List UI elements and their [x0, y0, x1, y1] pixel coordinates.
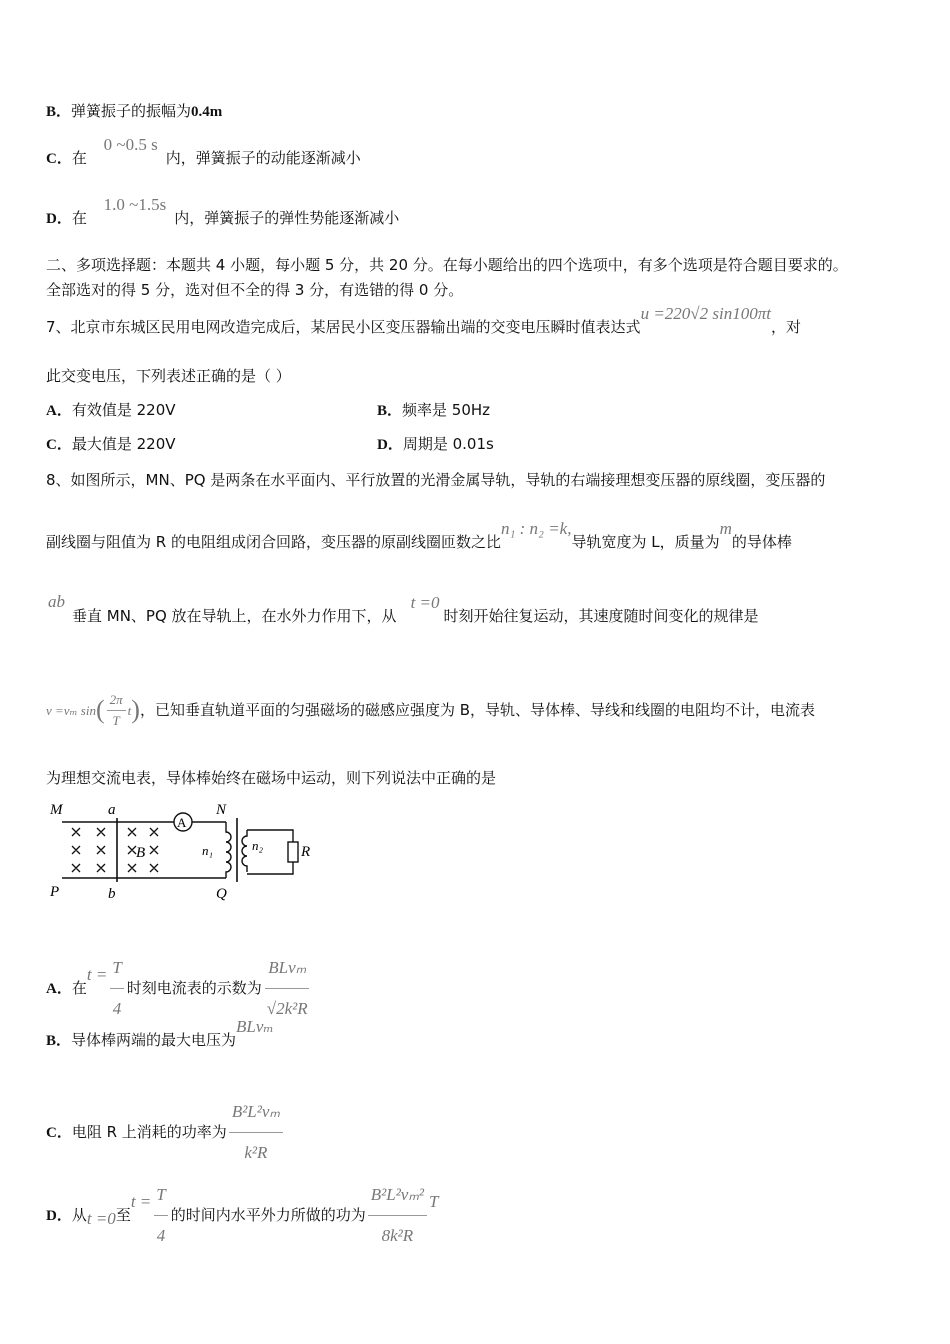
- q8-option-c: [46, 1092, 285, 1173]
- formula: t: [127, 703, 132, 718]
- label-Q: Q: [216, 886, 227, 902]
- rod-label: [48, 592, 65, 612]
- label-B: B: [136, 845, 146, 861]
- option-text: 时刻电流表的示数为: [126, 979, 262, 997]
- formula-fraction: [153, 1175, 168, 1256]
- numerator: BLvₘ: [265, 948, 309, 989]
- circuit-diagram: [44, 800, 314, 905]
- denominator: 4: [154, 1215, 169, 1256]
- q7-option-b: [377, 400, 490, 421]
- denominator: 8k²R: [381, 1226, 414, 1245]
- q8-stem-line5: 为理想交流电表，导体棒始终在磁场中运动，则下列说法中正确的是: [46, 769, 497, 787]
- option-label: A．: [46, 403, 72, 419]
- stem-text: 垂直 MN、PQ 放在导轨上，在水外力作用下，从: [72, 607, 397, 625]
- formula: 1.0 ~1.5s: [103, 195, 167, 214]
- option-label: B．: [46, 104, 72, 120]
- option-text: 内，弹簧振子的动能逐渐减小: [165, 149, 361, 167]
- q8-option-d: [46, 1175, 439, 1256]
- option-text: 在: [71, 149, 87, 167]
- option-text: 电阻 R 上消耗的功率为: [71, 1123, 227, 1141]
- formula: BLvₘ: [236, 1017, 274, 1036]
- formula: t =: [130, 1192, 152, 1211]
- stem-text: 副线圈与阻值为 R 的电阻组成闭合回路，变压器的原副线圈匝数之比: [46, 533, 501, 551]
- option-text: 的时间内水平外力所做的功为: [170, 1206, 366, 1224]
- prev-option-c: [46, 135, 361, 169]
- q8-option-b: [46, 1017, 274, 1051]
- numerator: B²L²vₘ²: [368, 1175, 427, 1216]
- section-heading-line2: 全部选对的得 5 分，选对但不全的得 3 分，有选错的得 0 分。: [46, 281, 464, 299]
- primary-coil: [226, 822, 231, 878]
- stem-text: 时刻开始往复运动，其速度随时间变化的规律是: [443, 607, 759, 625]
- formula: T: [429, 1192, 439, 1211]
- formula: 0 ~0.5 s: [103, 135, 158, 154]
- numerator: T: [112, 958, 122, 977]
- stem-text: 7、北京市东城区民用电网改造完成后，某居民小区变压器输出端的交变电压瞬时值表达式: [46, 318, 641, 336]
- formula-fraction: [107, 690, 126, 731]
- option-text: 从: [71, 1206, 87, 1224]
- label-n1: n₁: [202, 843, 214, 858]
- formula: v =vₘ sin: [46, 703, 96, 718]
- q7-option-c: [46, 434, 176, 455]
- option-label: C．: [46, 151, 72, 167]
- option-label: C．: [46, 1125, 72, 1141]
- stem-text: 导轨宽度为 L，质量为: [571, 533, 720, 551]
- denominator: k²R: [244, 1143, 268, 1162]
- option-label: B．: [377, 403, 403, 419]
- option-label: D．: [46, 211, 72, 227]
- option-label: B．: [46, 1033, 72, 1049]
- secondary-coil: [242, 830, 247, 872]
- q7-option-d: [377, 434, 494, 455]
- label-a: a: [108, 802, 116, 818]
- option-text: 弹簧振子的振幅为: [71, 102, 192, 120]
- ammeter-label: A: [177, 815, 187, 830]
- option-text: 导体棒两端的最大电压为: [71, 1031, 237, 1049]
- answer-fraction: [368, 1175, 427, 1256]
- option-text: 有效值是 220V: [71, 401, 176, 419]
- q8-stem-line4: v =vₘ sin( $\frac{2\pi}{T}$ t)，已知垂直轨道平面的匀强磁场的磁感应强度为 B，导轨、导体棒、导线和线圈的电阻均不计，电流表: [46, 690, 815, 731]
- option-label: C．: [46, 437, 72, 453]
- numerator: B²L²vₘ: [229, 1092, 283, 1133]
- prev-option-b: [46, 101, 222, 122]
- formula: u =220√2 sin100πt: [640, 304, 771, 323]
- denominator: 4: [110, 988, 125, 1029]
- stem-text: 的导体棒: [731, 533, 792, 551]
- prev-option-d: [46, 195, 400, 229]
- denominator: T: [112, 713, 120, 728]
- stem-text: ，对: [770, 318, 801, 336]
- section-heading-line1: 二、多项选择题：本题共 4 小题，每小题 5 分，共 20 分。在每小题给出的四个选项中，有多个选项是符合题目要求的。: [46, 256, 848, 274]
- resistor-icon: [288, 842, 298, 862]
- numerator: T: [156, 1185, 166, 1204]
- q7-stem-line1: [46, 304, 801, 337]
- option-text: 频率是 50Hz: [402, 401, 491, 419]
- q7-stem-line2: 此交变电压，下列表述正确的是（ ）: [46, 367, 291, 385]
- answer-fraction: [229, 1092, 283, 1173]
- numerator: 2π: [107, 690, 126, 711]
- label-M: M: [50, 802, 63, 818]
- q8-stem-line3: [72, 593, 759, 626]
- label-P: P: [50, 884, 60, 900]
- option-label: D．: [377, 437, 403, 453]
- option-text: 至: [115, 1206, 131, 1224]
- label-N: N: [216, 802, 227, 818]
- option-text: 周期是 0.01s: [402, 435, 494, 453]
- formula: m: [719, 519, 732, 538]
- denominator: √2k²R: [266, 999, 308, 1018]
- option-text: 内，弹簧振子的弹性势能逐渐减小: [174, 209, 400, 227]
- label-R: R: [301, 844, 311, 860]
- formula: ab: [48, 592, 65, 611]
- option-text: 在: [71, 979, 87, 997]
- label-b: b: [108, 886, 116, 902]
- formula: n₁ : n₂ =k,: [500, 519, 572, 538]
- formula-fraction: [109, 948, 124, 1029]
- option-text: 最大值是 220V: [71, 435, 176, 453]
- formula: t =0: [410, 593, 440, 612]
- label-n2: n₂: [252, 838, 264, 853]
- option-label: A．: [46, 981, 72, 997]
- formula: t =: [86, 965, 108, 984]
- formula: t =0: [86, 1209, 116, 1228]
- q7-option-a: [46, 400, 176, 421]
- stem-text: ，已知垂直轨道平面的匀强磁场的磁感应强度为 B，导轨、导体棒、导线和线圈的电阻均不计，电流表: [139, 701, 816, 719]
- q8-stem-line2: [46, 519, 792, 552]
- option-label: D．: [46, 1208, 72, 1224]
- option-value: 0.4m: [191, 104, 223, 120]
- q8-stem-line1: 8、如图所示，MN、PQ 是两条在水平面内、平行放置的光滑金属导轨，导轨的右端接理想变压器的原线圈，变压器的: [46, 471, 826, 489]
- option-text: 在: [71, 209, 87, 227]
